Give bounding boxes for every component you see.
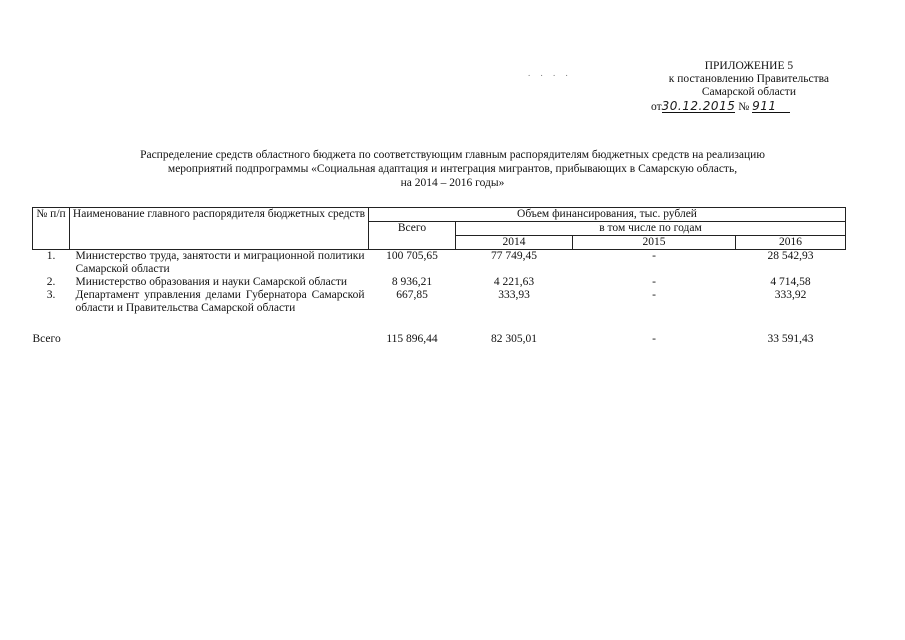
table-row bbox=[33, 250, 846, 277]
spacer-row bbox=[33, 315, 846, 333]
row-2015: - bbox=[652, 289, 656, 301]
title-line-1: Распределение средств областного бюджета по соответствующим главным распорядителям бюджетных средств на реализацию bbox=[140, 149, 765, 161]
grand-total-label: Всего bbox=[32, 333, 61, 345]
handwritten-date: 30.12.2015 bbox=[661, 99, 736, 113]
grand-total-2014: 82 305,01 bbox=[491, 333, 537, 345]
row-2016: 4 714,58 bbox=[770, 276, 811, 288]
grand-total-2015: - bbox=[652, 333, 656, 345]
header-name: Наименование главного распорядителя бюджетных средств bbox=[70, 208, 369, 250]
row-2014: 4 221,63 bbox=[493, 276, 535, 288]
row-name: Департамент управления делами Губернатора Самарской области и Правительства Самарской области bbox=[75, 289, 365, 314]
date-prefix: от bbox=[651, 101, 662, 113]
grand-total-row bbox=[33, 333, 846, 346]
resolution-date-line bbox=[651, 100, 790, 113]
row-2016: 28 542,93 bbox=[767, 250, 814, 262]
table-row bbox=[33, 276, 846, 289]
row-2014: 77 749,45 bbox=[491, 250, 537, 262]
funding-table bbox=[32, 207, 846, 346]
row-name: Министерство образования и науки Самарской области bbox=[75, 276, 348, 288]
grand-total-2016: 33 591,43 bbox=[767, 333, 814, 345]
row-total: 100 705,65 bbox=[386, 250, 438, 262]
header-total: Всего bbox=[369, 222, 456, 250]
appendix-line-1: к постановлению Правительства bbox=[668, 73, 829, 85]
number-prefix: № bbox=[738, 101, 750, 113]
row-total: 8 936,21 bbox=[391, 276, 433, 288]
scan-dots: . . . . bbox=[528, 68, 572, 78]
row-2014: 333,93 bbox=[498, 289, 530, 301]
row-2016: 333,92 bbox=[774, 289, 807, 301]
row-name: Министерство труда, занятости и миграционной политики Самарской области bbox=[75, 250, 365, 275]
appendix-line-2: Самарской области bbox=[701, 86, 796, 98]
row-2015: - bbox=[652, 276, 656, 288]
table-row bbox=[33, 289, 846, 315]
title-line-3: на 2014 – 2016 годы» bbox=[400, 177, 505, 189]
document-title bbox=[80, 148, 825, 190]
appendix-header bbox=[669, 60, 829, 99]
grand-total-total: 115 896,44 bbox=[386, 333, 438, 345]
row-num: 1. bbox=[46, 250, 56, 262]
appendix-title: ПРИЛОЖЕНИЕ 5 bbox=[704, 60, 794, 72]
header-funding: Объем финансирования, тыс. рублей bbox=[369, 208, 846, 222]
handwritten-number: 911 bbox=[752, 100, 790, 113]
title-line-2: мероприятий подпрограммы «Социальная адаптация и интеграция мигрантов, прибывающих в Самарскую область, bbox=[167, 163, 738, 175]
header-year-2016: 2016 bbox=[736, 236, 846, 250]
header-by-years: в том числе по годам bbox=[456, 222, 846, 236]
row-num: 3. bbox=[46, 289, 56, 301]
row-2015: - bbox=[652, 250, 656, 262]
header-year-2014: 2014 bbox=[456, 236, 573, 250]
header-year-2015: 2015 bbox=[573, 236, 736, 250]
header-num: № п/п bbox=[33, 208, 70, 250]
row-total: 667,85 bbox=[396, 289, 428, 301]
row-num: 2. bbox=[46, 276, 56, 288]
